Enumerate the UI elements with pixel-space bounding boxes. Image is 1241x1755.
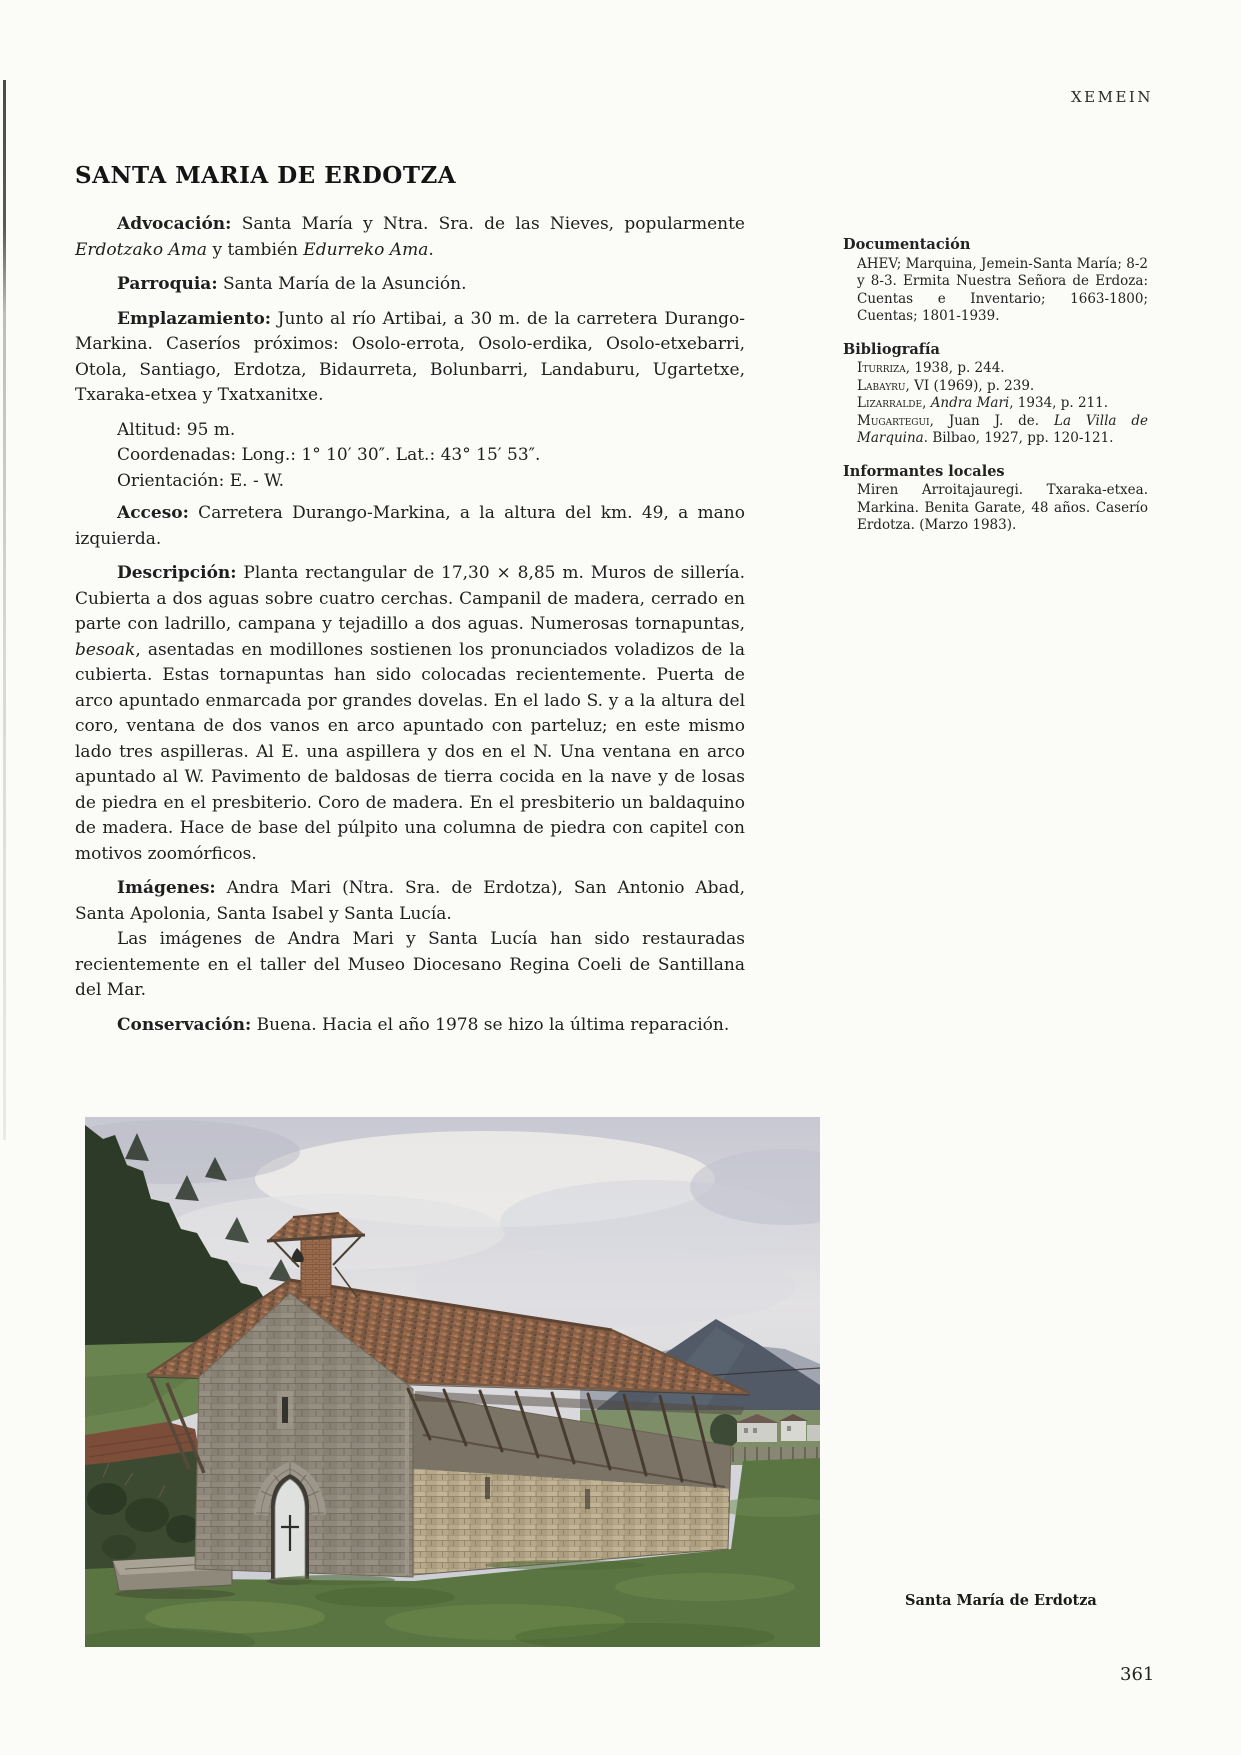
advocacion-label: Advocación:: [117, 214, 232, 234]
text-run: y también: [207, 239, 304, 260]
documentacion-heading: Documentación: [843, 236, 971, 253]
author-name: Mugartegui: [857, 412, 930, 429]
parroquia-label: Parroquia:: [117, 274, 218, 294]
page-title: SANTA MARIA DE ERDOTZA: [75, 162, 457, 189]
paragraph-conservacion: [75, 1013, 745, 1039]
photo-santa-maria-de-erdotza: [85, 1117, 820, 1647]
emplazamiento-label: Emplazamiento:: [117, 308, 272, 329]
paragraph-emplazamiento: [75, 307, 745, 409]
work-title: La Villa de Marquina: [857, 412, 1148, 446]
imagenes-label: Imágenes:: [117, 878, 216, 898]
bibliography-entry: [857, 360, 1148, 378]
text-run: .: [428, 239, 434, 260]
bibliografia-section: [843, 341, 1148, 448]
text-run: ,: [922, 395, 931, 411]
sidebar: [843, 236, 1148, 550]
documentacion-body: AHEV; Marquina, Jemein-Santa María; 8-2 y 8-3. Ermita Nuestra Señora de Erdoza: Cuentas e Inventario; 1663-1800; Cuentas; 1801-1939.: [857, 255, 1148, 324]
work-title: Andra Mari: [930, 395, 1010, 411]
bibliography-entry: [857, 413, 1148, 448]
datos-block: [75, 418, 745, 495]
text-run: Carretera Durango-Markina, a la altura del km. 49, a mano izquierda.: [75, 503, 745, 549]
informantes-body: Miren Arroitajauregi. Txaraka-etxea. Markina. Benita Garate, 48 años. Caserío Erdotza. (Marzo 1983).: [857, 482, 1148, 533]
text-run: Junto al río Artibai, a 30 m. de la carretera Durango-Markina. Caseríos próximos: Osolo-errota, Osolo-erdika, Osolo-etxebarri, Otola, Santiago, Erdotza, Bidaurreta, Bolunbarri, Landaburu, Ugartetxe, Txaraka-etxea y Txatxanitxe.: [75, 308, 745, 405]
italic-run: besoak: [75, 639, 136, 660]
paragraph-parroquia: [75, 272, 745, 298]
informantes-heading: Informantes locales: [843, 462, 1005, 480]
text-run: , Juan J. de.: [929, 412, 1054, 429]
text-run: , 1938, p. 244.: [905, 360, 1005, 376]
text-run: . Bilbao, 1927, pp. 120-121.: [923, 430, 1114, 446]
running-header: XEMEIN: [1071, 88, 1153, 106]
text-run: Planta rectangular de 17,30 × 8,85 m. Muros de sillería. Cubierta a dos aguas sobre cuatro cerchas. Campanil de madera, cerrado en parte con ladrillo, campana y tejadillo a dos aguas. Numerosas tornapuntas,: [75, 563, 745, 634]
paragraph-descripcion: [75, 561, 745, 867]
bibliography-entry: [857, 378, 1148, 396]
italic-run: Erdotzako Ama: [75, 239, 208, 260]
informantes-section: [843, 463, 1148, 535]
bibliografia-heading: Bibliografía: [843, 340, 940, 358]
paragraph-acceso: [75, 501, 745, 552]
text-run: , VI (1969), p. 239.: [905, 377, 1035, 394]
text-run: Santa María de la Asunción.: [217, 274, 467, 294]
scan-edge-artifact: [3, 80, 6, 1140]
text-run: Andra Mari (Ntra. Sra. de Erdotza), San Antonio Abad, Santa Apolonia, Santa Isabel y Santa Lucía.: [75, 878, 745, 924]
text-run: , asentadas en modillones sostienen los pronunciados voladizos de la cubierta. Estas tornapuntas han sido colocadas recientemente. Puerta de arco apuntado enmarcada por grandes dovelas. En el lado S. y a la altura del coro, ventana de dos vanos en arco apuntado con parteluz; en este mismo lado tres aspilleras. Al E. una aspillera y dos en el N. Una ventana en arco apuntado al W. Pavimento de baldosas de tierra cocida en la nave y de losas de piedra en el presbiterio. Coro de madera. En el presbiterio un baldaquino de madera. Hace de base del púlpito una columna de piedra con capitel con motivos zoomórficos.: [75, 639, 745, 864]
conservacion-label: Conservación:: [117, 1014, 252, 1035]
author-name: Labayru: [857, 377, 906, 394]
photo-caption: Santa María de Erdotza: [905, 1592, 1097, 1609]
descripcion-label: Descripción:: [117, 563, 237, 583]
paragraph-advocacion: [75, 212, 745, 263]
documentacion-section: [843, 236, 1148, 326]
altitude-line: Altitud: 95 m.: [117, 419, 236, 440]
text-run: , 1934, p. 211.: [1009, 395, 1109, 411]
article-body: [75, 212, 745, 1047]
acceso-label: Acceso:: [117, 503, 189, 523]
paragraph-imagenes-2: [75, 927, 745, 1004]
author-name: Iturriza: [857, 360, 906, 376]
italic-run: Edurreko Ama: [303, 239, 429, 260]
text-run: Santa María y Ntra. Sra. de las Nieves, popularmente: [231, 214, 745, 234]
bibliografia-list: [843, 360, 1148, 448]
text-run: Buena. Hacia el año 1978 se hizo la última reparación.: [251, 1014, 730, 1035]
orientation-line: Orientación: E. - W.: [117, 470, 285, 491]
church-photo-illustration: [85, 1117, 820, 1647]
text-run: Las imágenes de Andra Mari y Santa Lucía han sido restauradas recientemente en el taller del Museo Diocesano Regina Coeli de Santillana del Mar.: [75, 929, 745, 1000]
paragraph-imagenes: [75, 876, 745, 927]
coordinates-line: Coordenadas: Long.: 1° 10′ 30″. Lat.: 43° 15′ 53″.: [117, 445, 541, 465]
page-number: 361: [1120, 1664, 1155, 1685]
author-name: Lizarralde: [857, 395, 923, 411]
bibliography-entry: [857, 395, 1148, 413]
